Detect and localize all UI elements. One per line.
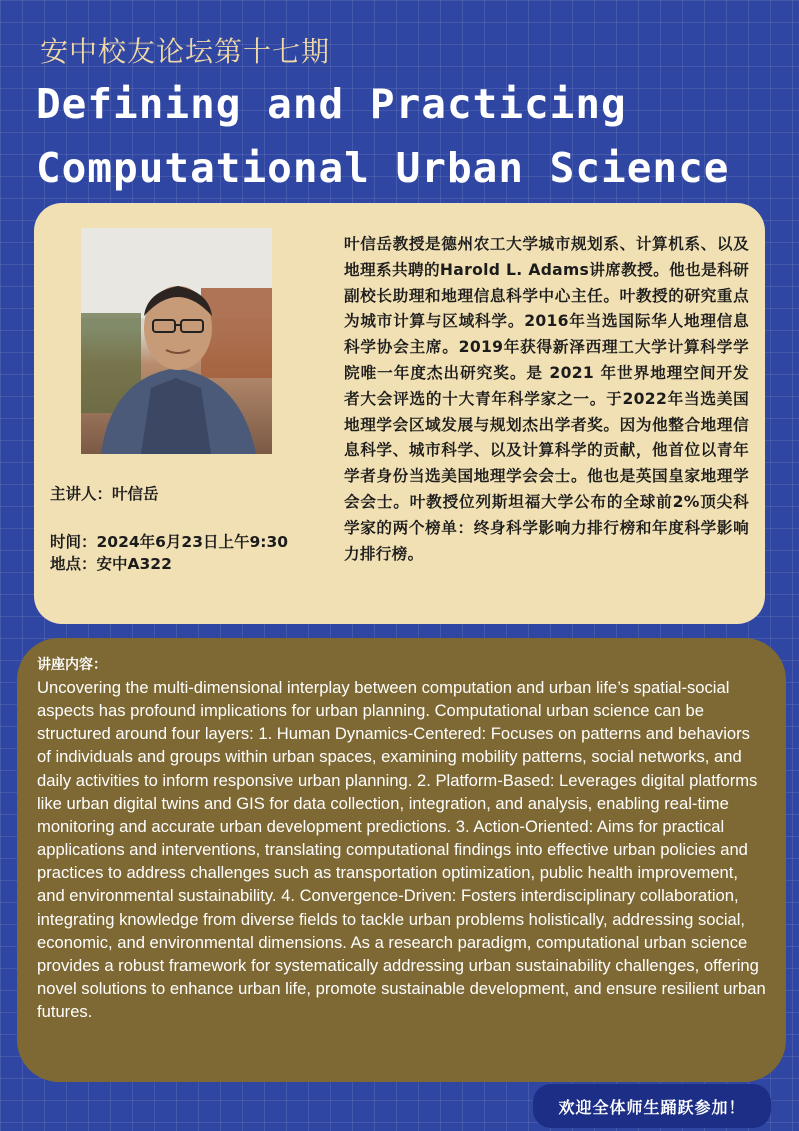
title-line-1: Defining and Practicing — [36, 80, 627, 128]
lecture-content-card — [17, 638, 786, 1082]
welcome-badge: 欢迎全体师生踊跃参加！ — [533, 1084, 771, 1128]
series-title: 安中校友论坛第十七期 — [40, 35, 331, 68]
speaker-card — [34, 203, 765, 624]
event-location: 地点：安中A322 — [50, 555, 172, 573]
portrait-illustration — [81, 228, 272, 454]
speaker-name: 主讲人：叶信岳 — [50, 485, 159, 503]
page-title — [36, 72, 729, 200]
speaker-info — [50, 483, 288, 575]
event-time: 时间：2024年6月23日上午9:30 — [50, 533, 289, 551]
spacer — [50, 505, 288, 531]
speaker-bio: 叶信岳教授是德州农工大学城市规划系、计算机系、以及地理系共聘的Harold L. Adams讲席教授。他也是科研副校长助理和地理信息科学中心主任。叶教授的研究重点为城市计算与区域科学。2016年当选国际华人地理信息科学协会主席。2019年获得新泽西理工大学计算科学学院唯一年度杰出研究奖。是 2021 年世界地理空间开发者大会评选的十大青年科学家之一。于2022年当选美国地理学会区域发展与规划杰出学者奖。因为他整合地理信息科学、城市科学、以及计算科学的贡献，他首位以青年学者身份当选美国地理学会会士。他也是英国皇家地理学会会士。叶教授位列斯坦福大学公布的全球前2%顶尖科学家的两个榜单：终身科学影响力排行榜和年度科学影响力排行榜。 — [344, 235, 749, 563]
lecture-heading: 讲座内容： — [37, 657, 107, 673]
title-line-2: Computational Urban Science — [36, 144, 730, 192]
speaker-portrait — [81, 228, 272, 454]
lecture-abstract: Uncovering the multi-dimensional interplay between computation and urban life’s spatial-social aspects has profound implications for urban planning. Computational urban science can be structured around four layers: 1. Human Dynamics-Centered: Focuses on patterns and behaviors of individuals and groups within urban spaces, examining mobility patterns, social networks, and daily activities to inform responsive urban planning. 2. Platform-Based: Leverages digital platforms like urban digital twins and GIS for data collection, integration, and analysis, enabling real-time monitoring and accurate urban development predictions. 3. Action-Oriented: Aims for practical applications and interventions, translating computational findings into effective urban policies and practices to address challenges such as transportation optimization, public health improvement, and environmental sustainability. 4. Convergence-Driven: Fosters interdisciplinary collaboration, integrating knowledge from diverse fields to tackle urban problems holistically, addressing social, economic, and environmental dimensions. As a research paradigm, computational urban science provides a robust framework for systematically addressing urban sustainability challenges, offering novel solutions to enhance urban life, promote sustainable development, and ensure resilient urban futures. — [37, 678, 766, 1022]
